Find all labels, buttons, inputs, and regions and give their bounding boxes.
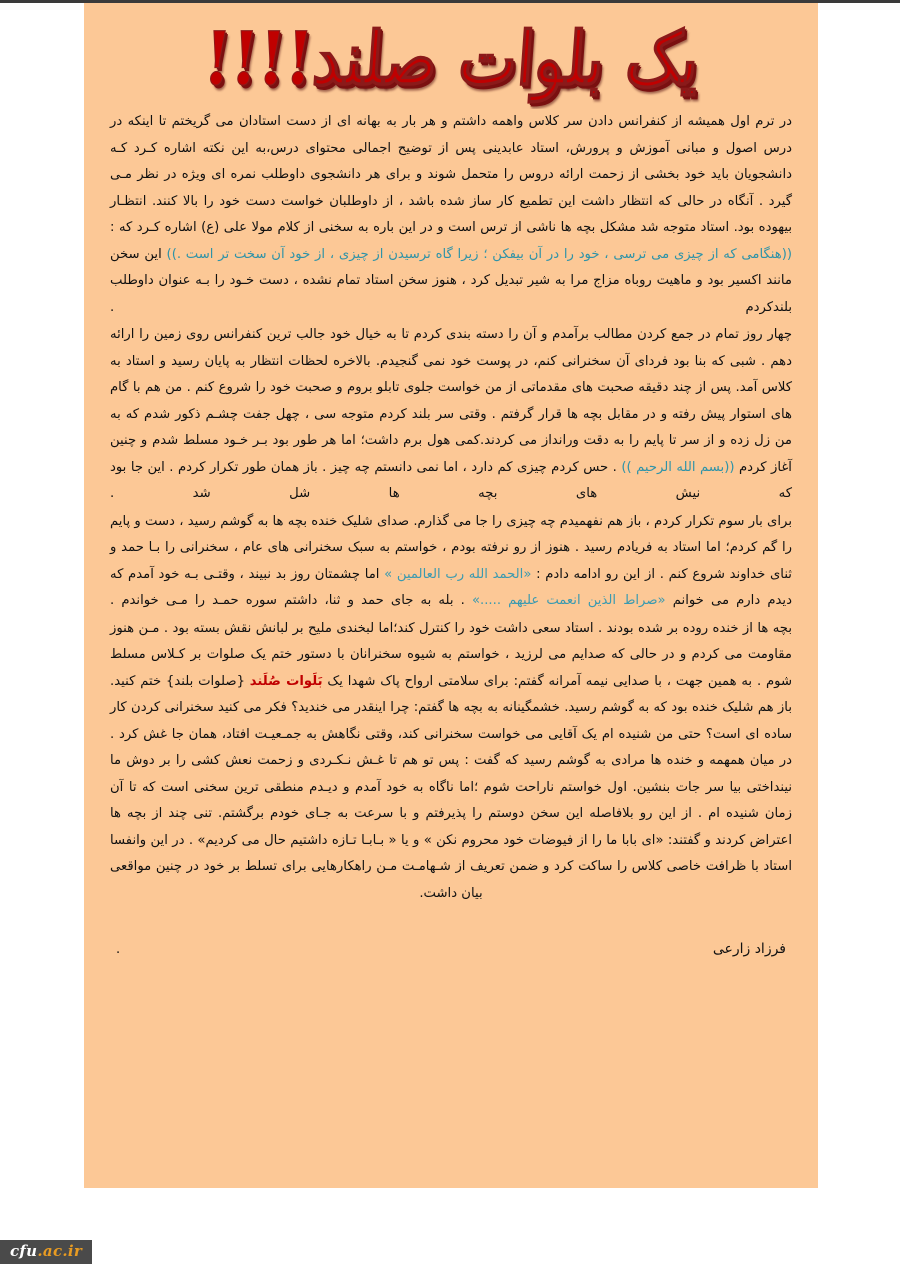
watermark-primary: cfu <box>10 1242 38 1260</box>
text-run: بچه ها از خنده روده بر شده بودند . استاد سعی داشت خود را کنترل کند؛اما لبخندی ملیح بر لبانش نقش بسته بود . مـن هنوز مقاومت می کردم و در حالی که صدایم می لرزید ، خواستم به شیوه سخنرانان با دستور ختم یک صلوات بر کـلاس مسلط شوم . به همین جهت ، با صدایی نیمه آمرانه گفتم: برای سلامتی ارواح پاک شهدا یک <box>110 620 793 689</box>
arabic-quote-bismillah: ((بسم الله الرحیم )) <box>621 459 735 475</box>
watermark-secondary: .ac.ir <box>37 1242 83 1260</box>
paragraph-2 <box>110 322 792 508</box>
text-run: چهار روز تمام در جمع کردن مطالب برآمدم و آن را دسته بندی کردم تا به خیال خود جالب ترین کنفرانس روی زمین را ارائه دهم . شبی که بنا بود فردای آن سخنرانی کنم، در پوست خود نمی گنجیدم. بالاخره لحظات انتظار به پایان رسید و استاد به کلاس آمد. پس از چند دقیقه صحبت های مقدماتی از من خواست جلوی تابلو بروم و صحبت خود را شروع کنم . من هم با گام های استوار پیش رفته و در مقابل بچه ها قرار گرفتم . وقتی سر بلند کردم متوجه سی ، چهل جفت چشـم ذکور شدم که به من زل زده و از سر تا پایم را به دقت ورانداز می کردند.کمی هول برم داشت؛ اما هر طور بود بـر خـود مسلط شدم و چنین آغاز کردم <box>110 327 792 475</box>
arabic-quote-serat: «صراط الذین انعمت علیهم .....» <box>471 593 666 608</box>
site-watermark <box>0 1240 92 1264</box>
text-run: این سخن مانند اکسیر بود و ماهیت روباه مزاج مرا به شیر تبدیل کرد ، هنوز سخن استاد تمام نشده ، دست خـود را بـه عنوان داوطلب بلندکردم . <box>110 246 792 315</box>
text-run: برای بار سوم تکرار کردم ، باز هم نفهمیدم چه چیزی را جا می گذارم. صدای شلیک خنده بچه ها به گوشم رسید ، دست و پایم را گم کردم؛ اما استاد به فریادم رسید . هنوز از رو نرفته بودم ، خواستم به سبک سخنرانی های عام ، سخنرانی را بـا حمد و ثنای خداوند شروع کنم . از این رو ادامه دادم : <box>110 513 792 582</box>
text-run: در ترم اول همیشه از کنفرانس دادن سر کلاس واهمه داشتم و هر بار به بهانه ای از دست استادان می گریختم تا اینکه در درس اصول و مبانی آموزش و پرورش، استاد عابدینی پس از توضیح اجمالی محتوای درس،به این نکته اشاره کـرد کـه دانشجویان باید خود بخشی از زحمت ارائه دروس را متحمل شوند و برای هر دانشجوی داوطلب نمره ای ویژه در نظر مـی گیرد . آنگاه در حالی که انتظار داشت این تطمیع کار ساز شده باشد ، از داوطلبان خواست دست خود را بالا کنند. انتظـار بیهوده بود. استاد متوجه شد مشکل بچه ها ناشی از ترس است و در این باره به سخنی از کلام مولا علی (ع) اشاره کـرد که : <box>110 114 792 235</box>
document-sheet <box>84 3 818 1188</box>
page-title: یک بلوات صلند!!!! <box>200 15 702 102</box>
paragraph-3 <box>110 509 792 615</box>
emphasis-salavat-boland: بَلَوات صُلَند <box>249 673 323 689</box>
text-run: اما چشمتان روز بد نبیند ، وقتـی بـه خود آمدم که دیدم دارم می خوانم <box>110 566 792 608</box>
paragraph-4 <box>110 616 792 908</box>
document-body <box>110 109 792 907</box>
text-run: {صلوات بلند} ختم کنید. باز هم شلیک خنده بود که به گوشم رسید. خشمگینانه به بچه ها گفتم: چرا اینقدر می خندید؟ فکر می کنید سخنرانی کردن کار ساده ای است؟ حتی من شنیده ام یک آقایی می خواست سخنرانی کند، وقتی نگاهش به جمـعیـت افتاد، همان جا غش کرد . در میان همهمه و خنده ها مرادی به گوشم رسید که گفت : پس تو هم تا غـش نـکـردی و زحمت نعش کشی را بر دوش ما نینداختی بیا سر جات بنشین. اول خواستم ناراحت شوم ؛اما ناگاه به خود آمدم و دیـدم منطقی ترین سخنی است که تا آن زمان شنیده ام . از این رو بلافاصله این سخن دوستم را پذیرفتم و با سرعت به جـای خودم برگشتم. تنی چند از بچه ها اعتراض کردند و گفتند: «ای بابا ما را از فیوضات خود محروم نکن » و یا « بـابـا تـازه داشتیم حال می کردیم» . در این وانفسا استاد با ظرافت خاصی کلاس را ساکت کرد و ضمن تعریف از شـهامـت مـن راهکارهایی برای تسلط بر خود در چنین مواقعی بیان داشت. <box>110 673 792 901</box>
paragraph-1 <box>110 109 792 321</box>
title-banner <box>110 9 792 109</box>
text-run: . حس کردم چیزی کم دارد ، اما نمی دانستم چه چیز . باز همان طور تکرار کردم . این جا بود که نیش های بچه ها شل شد . <box>110 459 792 501</box>
author-signature: فرزاد زارعی <box>712 941 786 957</box>
trailing-mark: . <box>116 942 121 957</box>
text-run: . بله به جای حمد و ثنا، داشتم سوره حمـد را مـی خواندم . <box>110 593 472 608</box>
signature-row <box>110 941 792 957</box>
arabic-quote-fear: ((هنگامی که از چیزی می ترسی ، خود را در آن بیفکن ؛ زیرا گاه ترسیدن از چیزی ، از خود آن سخت تر است .)) <box>166 246 792 262</box>
arabic-quote-alhamd: «الحمد الله رب العالمین » <box>384 566 532 582</box>
